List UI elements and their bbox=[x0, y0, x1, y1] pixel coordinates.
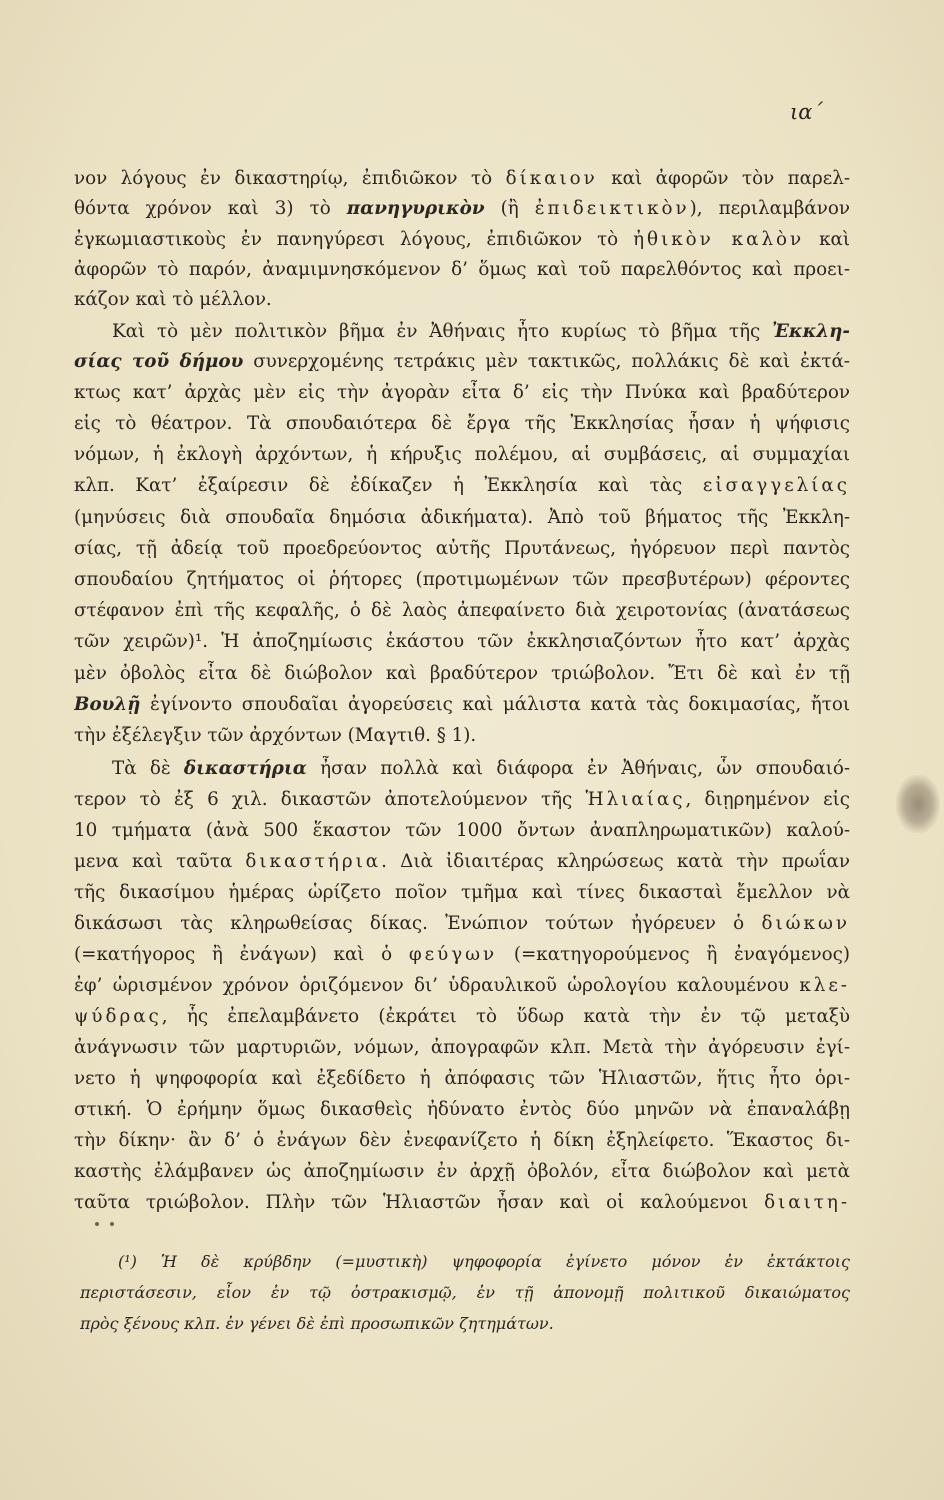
text-line: τὴν ἐξέλεγξιν τῶν ἀρχόντων (Μαγτιθ. § 1). bbox=[74, 725, 477, 746]
text-line: ψύδρας, ἧς ἐπελαμβάνετο (ἐκράτει τὸ ὕδωρ κατὰ τὴν ἐν τῷ μεταξὺ bbox=[74, 1006, 850, 1027]
text-line: Καὶ τὸ μὲν πολιτικὸν βῆμα ἐν Ἀθήναις ἦτο κυρίως τὸ βῆμα τῆς Ἐκκλη- bbox=[112, 321, 850, 342]
text-line: τερον τὸ ἐξ 6 χιλ. δικαστῶν ἀποτελούμενον τῆς Ἡλιαίας, διῃρημένον εἰς bbox=[74, 789, 850, 810]
text-line: ἐφ’ ὡρισμένον χρόνον ὁριζόμενον δι’ ὑδραυλικοῦ ὡρολογίου καλουμένου κλε- bbox=[74, 975, 850, 996]
text-line: νετο ἡ ψηφοφορία καὶ ἐξεδίδετο ἡ ἀπόφασις τῶν Ἡλιαστῶν, ἥτις ἦτο ὁρι- bbox=[74, 1068, 850, 1089]
text-line: 10 τμήματα (ἀνὰ 500 ἕκαστον τῶν 1000 ὄντων ἀναπληρωματικῶν) καλού- bbox=[74, 820, 850, 841]
text-line: στική. Ὁ ἐρήμην ὅμως δικασθεὶς ἠδύνατο ἐντὸς δύο μηνῶν νὰ ἐπαναλάβῃ bbox=[74, 1099, 850, 1120]
footnote-line: περιστάσεσιν, εἶον ἐν τῷ ὀστρακισμῷ, ἐν τῇ ἀπονομῇ πολιτικοῦ δικαιώματος bbox=[80, 1283, 850, 1302]
text-line: κάζον καὶ τὸ μέλλον. bbox=[74, 289, 272, 310]
text-line: κλπ. Κατ’ ἐξαίρεσιν δὲ ἐδίκαζεν ἡ Ἐκκλησία καὶ τὰς εἰσαγγελίας bbox=[74, 475, 850, 496]
text-line: νον λόγους ἐν δικαστηρίῳ, ἐπιδιῶκον τὸ δίκαιον καὶ ἀφορῶν τὸν παρελ- bbox=[74, 168, 850, 189]
text-line: (μηνύσεις διὰ σπουδαῖα δημόσια ἀδικήματα). Ἀπὸ τοῦ βήματος τῆς Ἐκκλη- bbox=[74, 507, 850, 528]
text-line: θόντα χρόνον καὶ 3) τὸ πανηγυρικὸν (ἢ ἐπιδεικτικὸν), περιλαμβάνον bbox=[74, 198, 850, 219]
text-line: μὲν ὀβολὸς εἶτα δὲ διώβολον καὶ βραδύτερον τριώβολον. Ἔτι δὲ καὶ ἐν τῇ bbox=[74, 663, 850, 684]
text-line: μενα καὶ ταῦτα δικαστήρια. Διὰ ἰδιαιτέρας κληρώσεως κατὰ τὴν πρωΐαν bbox=[74, 851, 850, 872]
ink-dot bbox=[95, 1222, 99, 1226]
text-line: ἐγκωμιαστικοὺς ἐν πανηγύρεσι λόγους, ἐπιδιῶκον τὸ ἠθικὸν καλὸν καὶ bbox=[74, 229, 850, 250]
footnote-line: (¹) Ἡ δὲ κρύβδην (=μυστικὴ) ψηφοφορία ἐγίνετο μόνον ἐν ἐκτάκτοις bbox=[118, 1252, 850, 1271]
text-line: τὴν δίκην· ἂν δ’ ὁ ἐνάγων δὲν ἐνεφανίζετο ἡ δίκη ἐξηλείφετο. Ἕκαστος δι- bbox=[74, 1130, 850, 1151]
text-line: ταῦτα τριώβολον. Πλὴν τῶν Ἡλιαστῶν ἦσαν καὶ οἱ καλούμενοι διαιτη- bbox=[74, 1192, 850, 1213]
text-line: καστὴς ἐλάμβανεν ὡς ἀποζημίωσιν ἐν ἀρχῇ ὀβολόν, εἶτα διώβολον καὶ μετὰ bbox=[74, 1161, 850, 1182]
text-line: (=κατήγορος ἢ ἐνάγων) καὶ ὁ φεύγων (=κατηγορούμενος ἢ ἐναγόμενος) bbox=[74, 944, 850, 965]
text-line: Τὰ δὲ δικαστήρια ἦσαν πολλὰ καὶ διάφορα ἐν Ἀθήναις, ὧν σπουδαιό- bbox=[112, 758, 850, 779]
text-line: κτως κατ’ ἀρχὰς μὲν εἰς τὴν ἀγορὰν εἶτα δ’ εἰς τὴν Πνύκα καὶ βραδύτερον bbox=[74, 382, 850, 403]
text-line: ἀφορῶν τὸ παρόν, ἀναμιμνησκόμενον δ’ ὅμως καὶ τοῦ παρελθόντος καὶ προει- bbox=[74, 259, 850, 280]
text-line: δικάσωσι τὰς κληρωθείσας δίκας. Ἐνώπιον τούτων ἠγόρευεν ὁ διώκων bbox=[74, 913, 850, 934]
page-number: ια΄ bbox=[790, 100, 823, 124]
text-line: στέφανον ἐπὶ τῆς κεφαλῆς, ὁ δὲ λαὸς ἀπεφαίνετο διὰ χειροτονίας (ἀνατάσεως bbox=[74, 600, 850, 621]
text-line: εἰς τὸ θέατρον. Τὰ σπουδαιότερα δὲ ἔργα τῆς Ἐκκλησίας ἦσαν ἡ ψήφισις bbox=[74, 413, 850, 434]
text-line: τῆς δικασίμου ἡμέρας ὡρίζετο ποῖον τμῆμα καὶ τίνες δικασταὶ ἔμελλον νὰ bbox=[74, 882, 850, 903]
text-line: σίας τοῦ δήμου συνερχομένης τετράκις μὲν τακτικῶς, πολλάκις δὲ καὶ ἐκτά- bbox=[74, 351, 850, 372]
text-line: νόμων, ἡ ἐκλογὴ ἀρχόντων, ἡ κήρυξις πολέμου, αἱ συμβάσεις, αἱ συμμαχίαι bbox=[74, 444, 850, 465]
text-line: τῶν χειρῶν)¹. Ἡ ἀποζημίωσις ἑκάστου τῶν ἐκκλησιαζόντων ἦτο κατ’ ἀρχὰς bbox=[74, 631, 850, 652]
footnote-line: πρὸς ξένους κλπ. ἐν γένει δὲ ἐπὶ προσωπικῶν ζητημάτων. bbox=[80, 1314, 554, 1333]
ink-dot bbox=[110, 1222, 114, 1226]
text-line: σπουδαίου ζητήματος οἱ ῥήτορες (προτιμωμένων τῶν πρεσβυτέρων) φέροντες bbox=[74, 569, 850, 590]
paper-stain bbox=[896, 775, 940, 833]
text-line: σίας, τῇ ἀδείᾳ τοῦ προεδρεύοντος αὐτῆς Πρυτάνεως, ἠγόρευον περὶ παντὸς bbox=[74, 538, 850, 559]
text-line: ἀνάγνωσιν τῶν μαρτυριῶν, νόμων, ἀπογραφῶν κλπ. Μετὰ τὴν ἀγόρευσιν ἐγί- bbox=[74, 1037, 850, 1058]
text-line: Βουλῇ ἐγίνοντο σπουδαῖαι ἀγορεύσεις καὶ μάλιστα κατὰ τὰς δοκιμασίας, ἤτοι bbox=[74, 694, 850, 715]
